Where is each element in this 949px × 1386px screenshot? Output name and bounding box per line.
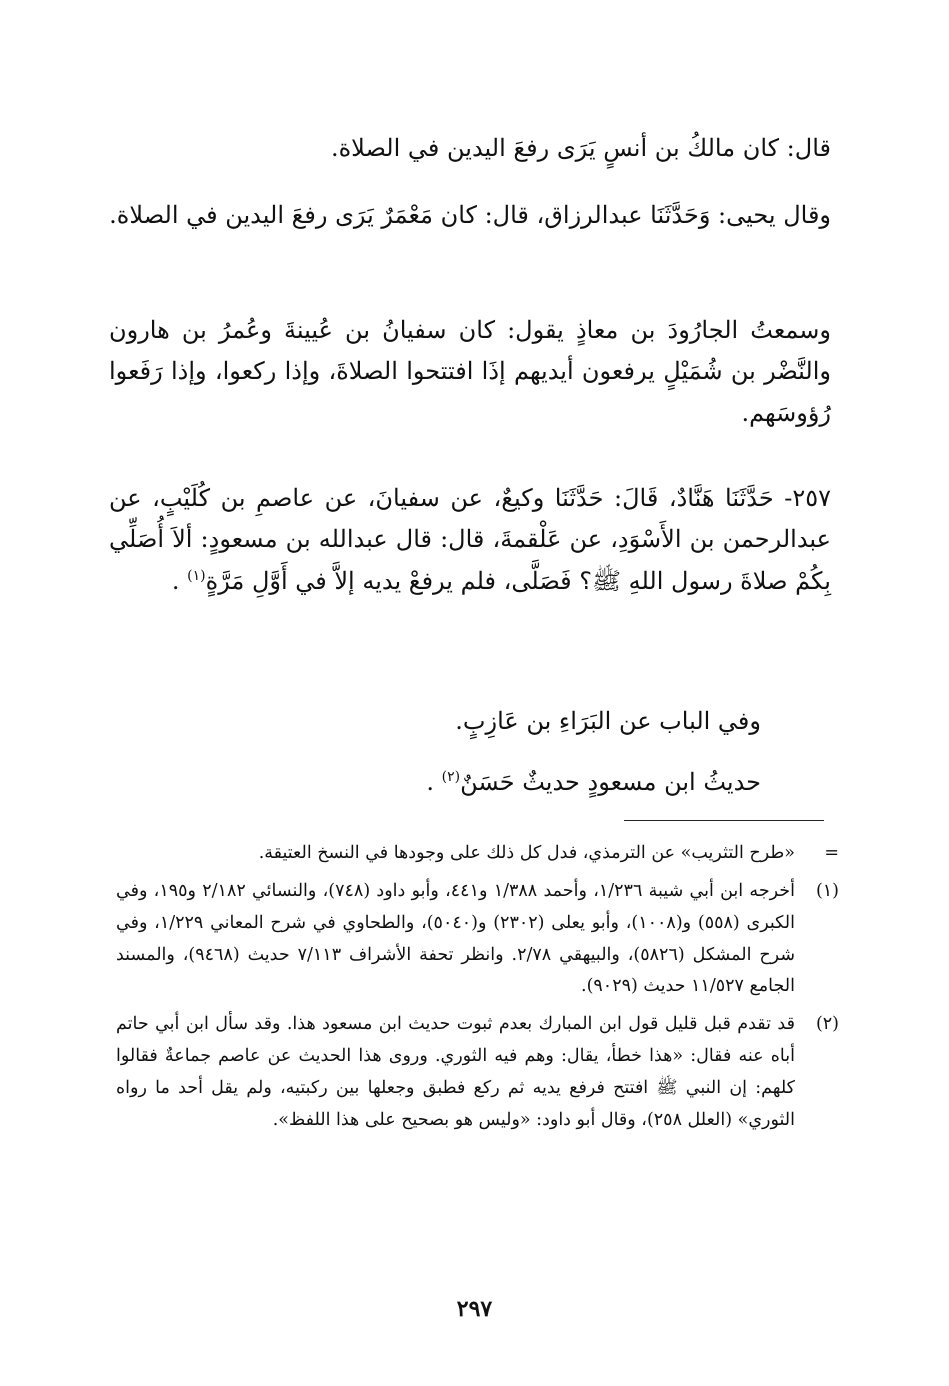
footnote-marker: (٢) (815, 1014, 839, 1035)
footnote-continuation (116, 838, 839, 870)
footnotes-section (116, 838, 839, 1143)
hadith-text: ٢٥٧- حَدَّثَنَا هَنَّادٌ، قَالَ: حَدَّثَنَا وكيعٌ، عن سفيانَ، عن عاصمِ بن كُلَيْبٍ، عن عبدالرحمن بن الأَسْوَدِ، عن عَلْقمةَ، قال: قال عبدالله بن مسعودٍ: ألاَ أُصَلِّي بِكُمْ صلاةَ رسول اللهِ ﷺ؟ فَصَلَّى، فلم يرفعْ يديه إلاَّ في أَوَّلِ مَرَّةٍ (109, 484, 831, 595)
hadith-text-container (109, 478, 831, 602)
footnote-separator (624, 820, 824, 821)
footnote-ref-2[interactable]: (٢) (441, 769, 461, 785)
paragraph-text: وقال يحيى: وَحَدَّثَنَا عبدالرزاق، قال: كان مَعْمَرٌ يَرَى رفعَ اليدين في الصلاة. (109, 201, 831, 229)
paragraph-text: وسمعتُ الجارُودَ بن معاذٍ يقول: كان سفيانُ بن عُيينةَ وعُمرُ بن هارون والنَّضْر بن شُمَيْلٍ يرفعون أيديهم إذَا افتتحوا الصلاةَ، وإذا ركعوا، وإذا رَفَعوا رُؤوسَهم. (109, 316, 831, 427)
paragraph-jarud (109, 310, 831, 434)
footnote-2 (116, 1009, 839, 1136)
sentence-end: . (426, 768, 442, 796)
footnote-marker: = (824, 843, 839, 863)
paragraph-bab (111, 701, 761, 742)
paragraph-grading (111, 762, 761, 803)
footnote-1 (116, 876, 839, 1003)
sentence-end: . (171, 566, 188, 595)
grading-text: حديثُ ابن مسعودٍ حديثٌ حَسَنٌ (460, 768, 761, 796)
page-number: ٢٩٧ (456, 1296, 493, 1322)
paragraph-text: قال: كان مالكُ بن أنسٍ يَرَى رفعَ اليدين في الصلاة. (330, 134, 831, 162)
hadith-257 (109, 478, 831, 602)
grading-text-container (111, 762, 761, 803)
paragraph-malik (109, 128, 831, 169)
footnote-ref-1[interactable]: (١) (187, 567, 206, 584)
paragraph-text: وفي الباب عن البَرَاءِ بن عَازِبٍ. (455, 707, 761, 735)
footnote-marker: (١) (815, 880, 839, 901)
paragraph-yahya (109, 195, 831, 236)
footnote-text: «طرح التثريب» عن الترمذي، فدل كل ذلك على وجودها في النسخ العتيقة. (258, 843, 795, 863)
footnote-text: أخرجه ابن أبي شيبة ١/٢٣٦، وأحمد ١/٣٨٨ و٤٤١، وأبو داود (٧٤٨)، والنسائي ٢/١٨٢ و١٩٥، وفي الكبرى (٥٥٨) و(١٠٠٨)، وأبو يعلى (٢٣٠٢) و(٥٠٤٠)، والطحاوي في شرح المعاني ١/٢٢٩، وفي شرح المشكل (٥٨٢٦)، والبيهقي ٢/٧٨. وانظر تحفة الأشراف ٧/١١٣ حديث (٩٤٦٨)، والمسند الجامع ١١/٥٢٧ حديث (٩٠٢٩). (116, 880, 795, 997)
footnote-text: قد تقدم قبل قليل قول ابن المبارك بعدم ثبوت حديث ابن مسعود هذا. وقد سأل ابن أبي حاتم أباه عنه فقال: «هذا خطأ، يقال: وهم فيه الثوري. وروى هذا الحديث عن عاصم جماعةٌ فقالوا كلهم: إن النبي ﷺ افتتح فرفع يديه ثم ركع فطبق وجعلها بين ركبتيه، ولم يقل أحد ما رواه الثوري» (العلل ٢٥٨)، وقال أبو داود: «وليس هو بصحيح على هذا اللفظ». (116, 1014, 795, 1130)
